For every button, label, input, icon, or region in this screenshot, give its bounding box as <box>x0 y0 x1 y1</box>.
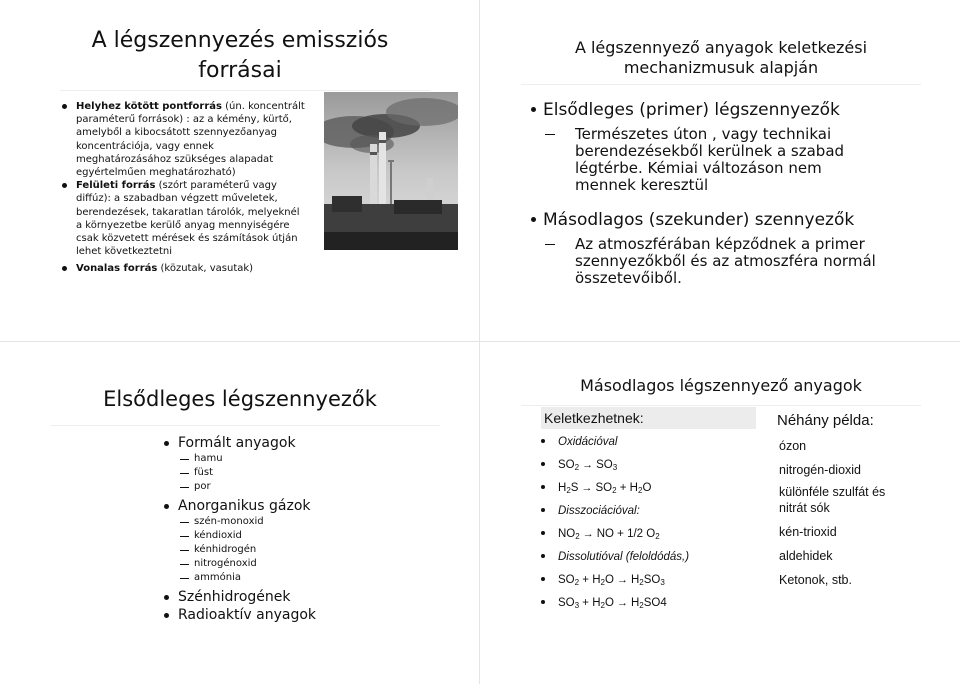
arrow-right-icon: → <box>616 574 628 586</box>
secondary-pollutants-text: Az atmoszférában képződnek a primer szennyezőkből és az atmoszféra normál összetevőiből. <box>575 235 876 287</box>
eq5-a-sub: 3 <box>574 601 580 610</box>
group-formed-materials-label: Formált anyagok <box>178 435 296 451</box>
bullet-dot-icon <box>541 485 545 489</box>
sub-list-item-label: hamu <box>194 453 223 464</box>
eq1-b-sub: 3 <box>612 463 618 472</box>
slide-2-title-line2: mechanizmusuk alapján <box>623 58 819 77</box>
left-header-cell <box>541 407 756 429</box>
arrow-right-icon: → <box>581 482 593 494</box>
bullet-dot-icon <box>541 439 545 443</box>
eq4-a3: O <box>605 574 614 586</box>
group-formed-materials <box>164 434 424 452</box>
group-radioactive-label: Radioaktív anyagok <box>178 607 317 623</box>
dash-icon <box>180 536 189 537</box>
bullet-dot-icon <box>541 577 545 581</box>
group-inorganic-gases <box>164 497 424 515</box>
eq5-a3: O <box>605 597 614 609</box>
eq5-a: SO <box>558 597 575 609</box>
examples-list <box>779 438 899 592</box>
slide-1-bullets <box>60 100 306 276</box>
bullet-dot-icon <box>541 462 545 466</box>
item-dissociation <box>541 504 761 527</box>
equation-3 <box>541 527 761 550</box>
bullet-dot-icon <box>62 104 67 109</box>
group-hydrocarbons <box>164 588 424 606</box>
slide-3-title-rule <box>50 425 440 426</box>
page-divider-horizontal <box>0 341 960 342</box>
bullet-area-source <box>60 179 306 258</box>
sub-list-item <box>164 529 424 543</box>
eq4-a: SO <box>558 574 575 586</box>
dissolution-label: Dissolutióval (feloldódás,) <box>558 551 690 563</box>
sub-list-item <box>164 515 424 529</box>
equation-1 <box>541 458 761 481</box>
dash-icon <box>180 473 189 474</box>
point-source-desc: (ún. koncentrált paraméterű források) : az a kémény, kürtő, amelyből a kibocsátott szennyezőanyag koncentrációja, vagy ennek meghatározásához szükséges alapadat egyértelműen meghatározható) <box>76 101 305 179</box>
eq1-a: SO <box>558 459 575 471</box>
dash-icon <box>180 564 189 565</box>
example-item: nitrogén-dioxid <box>779 463 861 477</box>
bullet-dot-icon <box>164 613 169 618</box>
slide-2-title-rule <box>521 84 921 85</box>
bullet-dot-icon <box>164 441 169 446</box>
secondary-pollutants-desc <box>533 236 885 287</box>
arrow-right-icon: → <box>616 597 628 609</box>
group-inorganic-gases-label: Anorganikus gázok <box>178 498 311 514</box>
slide-4-title: Másodlagos légszennyező anyagok <box>580 376 862 395</box>
sub-list-item-label: szén-monoxid <box>194 516 264 527</box>
left-header-label: Keletkezhetnek: <box>544 410 644 426</box>
right-header-label: Néhány példa: <box>777 412 874 429</box>
group-hydrocarbons-label: Szénhidrogének <box>178 589 291 605</box>
dash-icon <box>180 522 189 523</box>
slide-3-list <box>164 434 424 624</box>
bullet-dot-icon <box>541 531 545 535</box>
sub-list-item <box>164 452 424 466</box>
area-source-desc: (szórt paraméterű vagy diffúz): a szabadban végzett műveletek, berendezések, takaratlan tárolók, melyeknél a környezetbe kerülő anyag mennyiségére csak közvetett mérések és számítások útján lehet következtetni <box>76 180 300 258</box>
sub-list-item-label: nitrogénoxid <box>194 558 257 569</box>
sub-list-item <box>164 557 424 571</box>
item-oxidation <box>541 435 761 458</box>
eq4-b-sub: 2 <box>639 578 644 587</box>
line-source-desc: (közutak, vasutak) <box>157 263 254 275</box>
dash-icon <box>180 487 189 488</box>
bullet-dot-icon <box>164 504 169 509</box>
inorganic-gases-list <box>164 515 424 585</box>
formation-list <box>541 435 761 619</box>
slide-2-title-line1: A légszennyező anyagok keletkezési <box>574 38 868 57</box>
sub-list-item-label: füst <box>194 467 213 478</box>
line-source-term: Vonalas forrás <box>76 263 158 275</box>
equation-2 <box>541 481 761 504</box>
sub-list-item <box>164 543 424 557</box>
eq4-a-sub: 2 <box>574 578 580 587</box>
example-item: ózon <box>779 439 807 453</box>
example-item: kén-trioxid <box>779 525 837 539</box>
eq2-a: H <box>558 482 567 494</box>
bullet-dot-icon <box>531 217 536 222</box>
factory-chimneys-image <box>324 92 458 250</box>
slide-2-title <box>511 38 931 78</box>
arrow-right-icon: → <box>582 528 594 540</box>
slide-4-title-rule <box>521 405 921 406</box>
slide-1-title-rule <box>60 90 430 91</box>
eq2-b-sub: 2 <box>612 486 617 495</box>
group-radioactive <box>164 606 424 624</box>
bullet-dot-icon <box>541 600 545 604</box>
dash-icon <box>180 459 189 460</box>
area-source-term: Felületi forrás <box>76 180 156 192</box>
slide-secondary-pollutants <box>481 343 960 684</box>
equation-4 <box>541 573 761 596</box>
slide-2-body <box>533 100 903 287</box>
point-source-term: Helyhez kötött pontforrás <box>76 101 222 112</box>
example-item: aldehidek <box>779 549 833 563</box>
eq4-a2: + H <box>579 574 601 586</box>
eq3-b-sub: 2 <box>655 532 660 541</box>
sub-list-item-label: kéndioxid <box>194 530 242 541</box>
primary-pollutants-label: Elsődleges (primer) légszennyezők <box>543 100 840 120</box>
eq1-a-sub: 2 <box>574 463 580 472</box>
slide-1-title <box>40 26 440 86</box>
primary-pollutants-heading <box>533 100 903 120</box>
slide-3-title: Elsődleges légszennyezők <box>103 387 377 411</box>
bullet-dot-icon <box>541 554 545 558</box>
eq5-a2-sub: 2 <box>600 601 606 610</box>
eq2-b: SO <box>595 482 613 494</box>
sub-list-item-label: ammónia <box>194 572 241 583</box>
eq3-b: NO + 1/2 O <box>596 528 656 540</box>
bullet-point-source <box>60 100 306 179</box>
dash-icon <box>545 134 555 135</box>
eq5-a2: + H <box>579 597 601 609</box>
bullet-dot-icon <box>62 183 67 188</box>
slide-primary-pollutants <box>0 343 478 684</box>
arrow-right-icon: → <box>582 459 594 471</box>
eq5-b: H <box>630 597 640 609</box>
dissociation-label: Disszociációval: <box>558 505 640 517</box>
dash-icon <box>545 244 555 245</box>
slide-1-title-line2: forrásai <box>198 58 282 83</box>
secondary-pollutants-heading <box>533 210 903 230</box>
sub-list-item <box>164 480 424 494</box>
eq4-b: H <box>630 574 640 586</box>
eq2-c2: O <box>642 482 652 494</box>
dash-icon <box>180 550 189 551</box>
eq4-b2: SO <box>643 574 661 586</box>
sub-list-item-label: por <box>194 481 211 492</box>
equation-5 <box>541 596 761 619</box>
eq5-b-sub: 2 <box>639 601 644 610</box>
eq2-a2: S <box>570 482 579 494</box>
primary-pollutants-text: Természetes úton , vagy technikai berendezésekből kerülnek a szabad légtérbe. Kémiai változáson nem mennek keresztül <box>575 125 845 194</box>
example-item: különféle szulfát és nitrát sók <box>779 485 886 515</box>
bullet-dot-icon <box>541 508 545 512</box>
eq5-b2: SO4 <box>643 597 667 609</box>
sub-list-item-label: kénhidrogén <box>194 544 257 555</box>
slide-formation-mechanism <box>481 0 960 340</box>
secondary-pollutants-label: Másodlagos (szekunder) szennyezők <box>543 210 855 230</box>
dash-icon <box>180 578 189 579</box>
eq3-a-sub: 2 <box>575 532 580 541</box>
eq3-a: NO <box>558 528 576 540</box>
eq2-c: + H <box>616 482 638 494</box>
example-item: Ketonok, stb. <box>779 573 852 587</box>
bullet-dot-icon <box>531 107 536 112</box>
eq1-b: SO <box>596 459 613 471</box>
bullet-line-source <box>60 262 306 275</box>
sub-list-item <box>164 466 424 480</box>
oxidation-label: Oxidációval <box>558 436 618 448</box>
formed-materials-list <box>164 452 424 494</box>
eq2-c-sub: 2 <box>638 486 643 495</box>
sub-list-item <box>164 571 424 585</box>
bullet-dot-icon <box>62 266 67 271</box>
primary-pollutants-desc <box>533 126 885 194</box>
eq4-a2-sub: 2 <box>600 578 606 587</box>
item-dissolution <box>541 550 761 573</box>
factory-chimneys-photo <box>324 92 458 250</box>
slide-emission-sources <box>0 0 478 340</box>
slide-1-title-line1: A légszennyezés emissziós <box>91 28 389 53</box>
bullet-dot-icon <box>164 595 169 600</box>
page-divider-vertical <box>479 0 480 684</box>
eq2-a-sub: 2 <box>566 486 571 495</box>
eq4-b2-sub: 3 <box>660 578 665 587</box>
